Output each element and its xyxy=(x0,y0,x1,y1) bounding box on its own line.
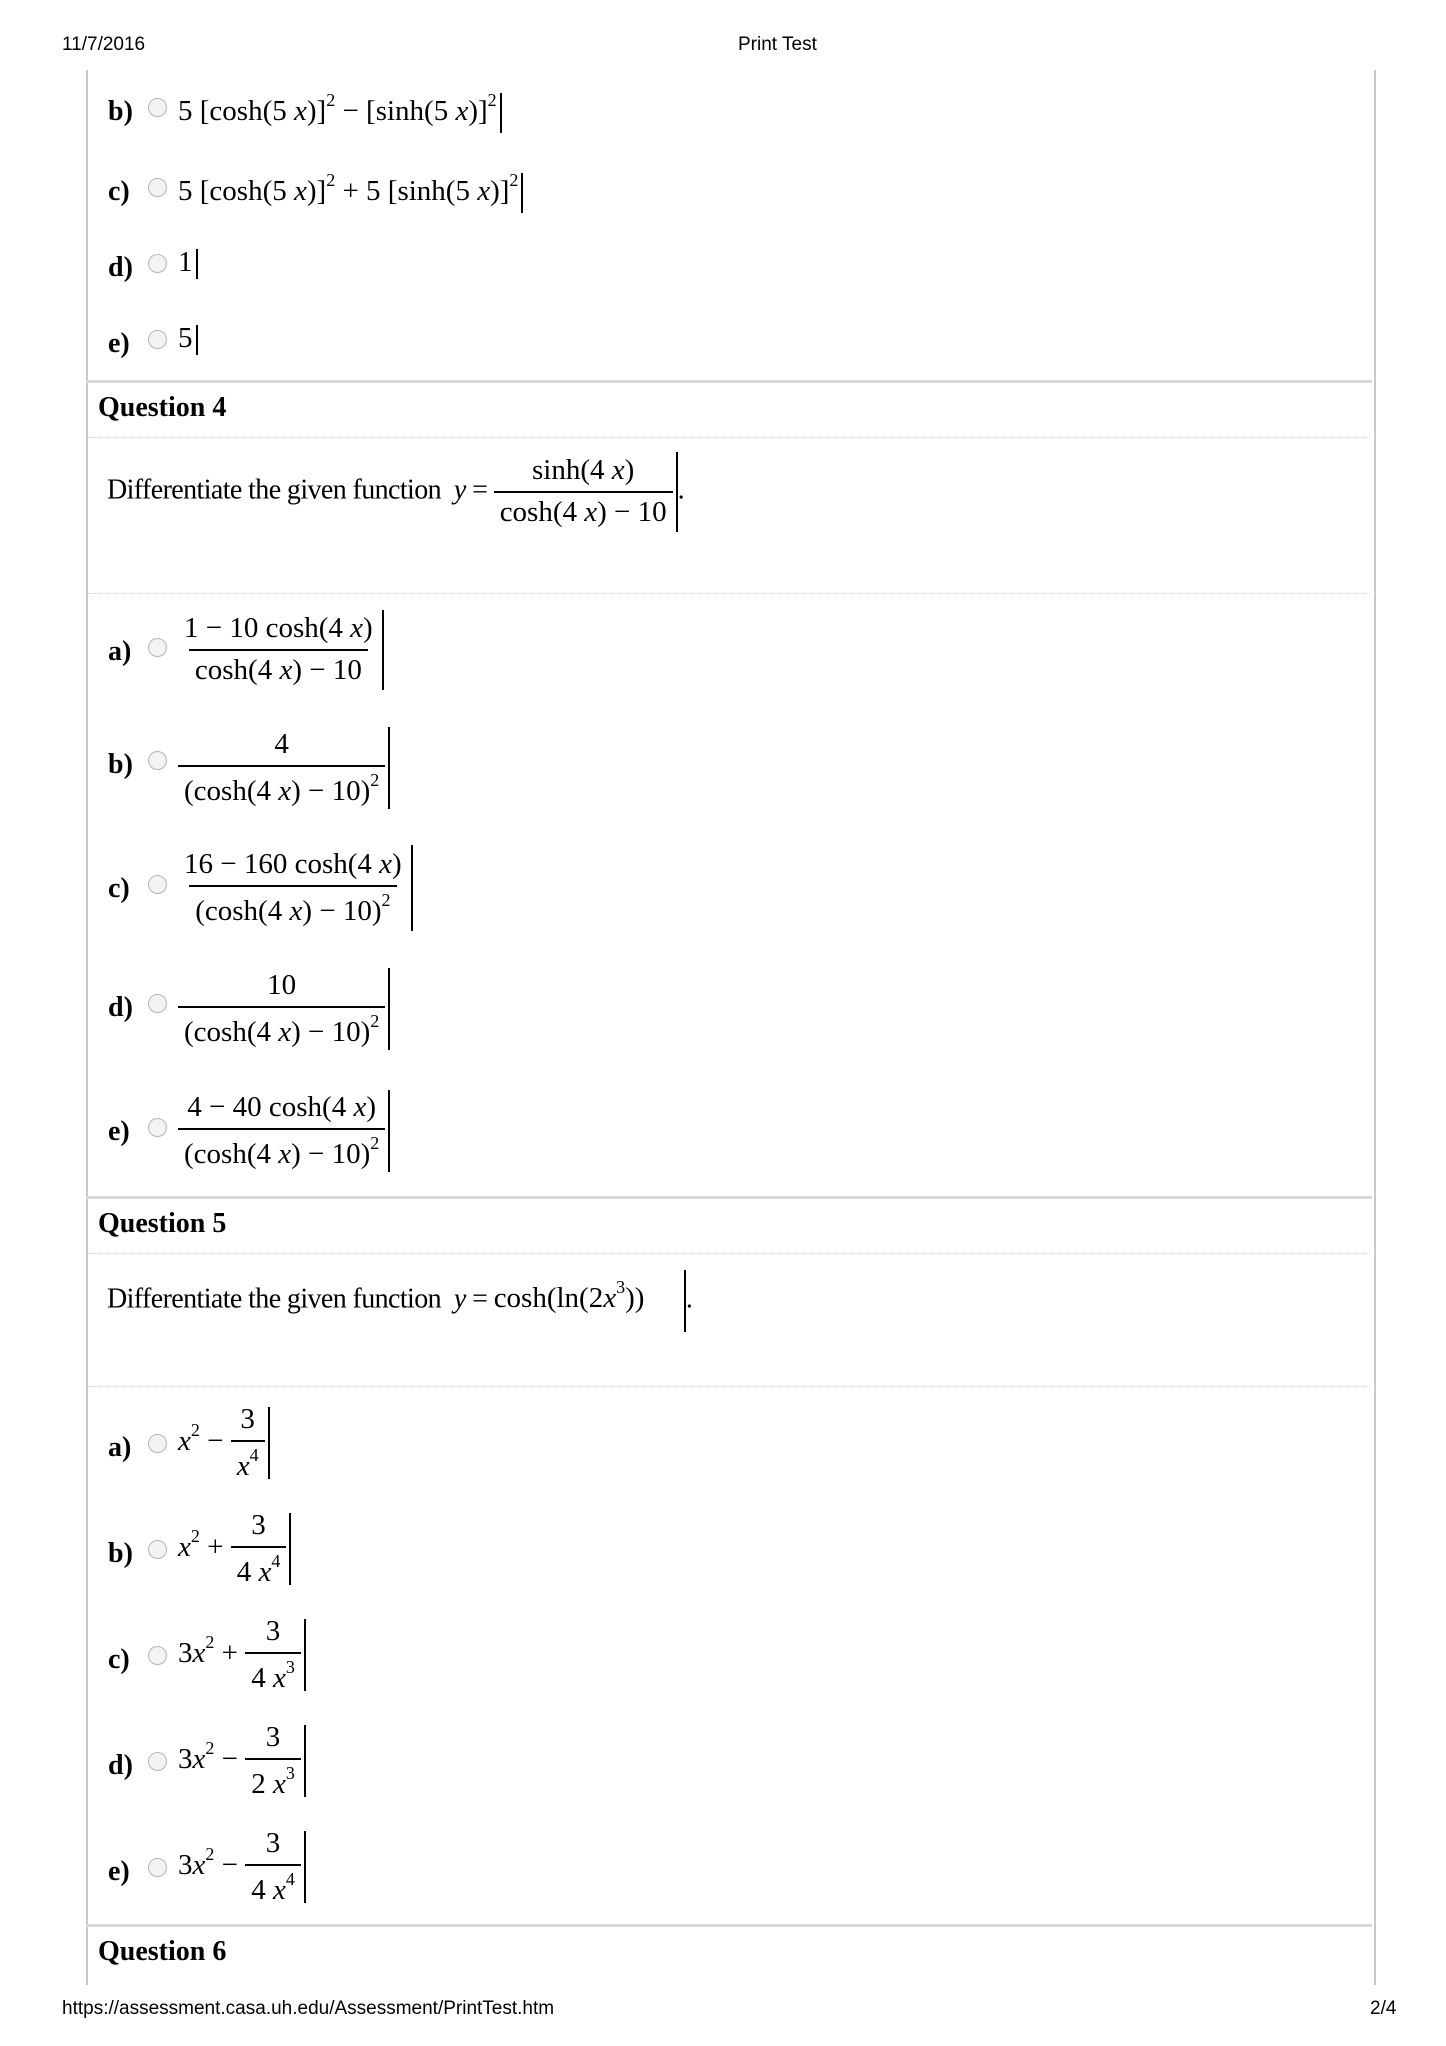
option-expression: 1 xyxy=(178,246,198,279)
option-expression: $\frac{16 - 160 \cosh(4 x)}{(\cosh(4 x) - 10)^2}$ xyxy=(178,845,413,931)
cursor-bar xyxy=(196,325,198,355)
option-expression: $3x^2$ − $\frac{3}{4 x^4}$ xyxy=(178,1828,306,1907)
cursor-bar xyxy=(289,1513,291,1585)
option-label: c) xyxy=(108,873,130,904)
option-label: a) xyxy=(108,1432,132,1463)
option-label: d) xyxy=(108,252,133,283)
radio-button[interactable] xyxy=(148,254,167,273)
print-date: 11/7/2016 xyxy=(62,34,146,55)
option-label: b) xyxy=(108,749,133,780)
option-label: c) xyxy=(108,1644,130,1675)
question-separator xyxy=(86,1196,1372,1199)
option-label: e) xyxy=(108,1856,130,1887)
option-expression: 5 [cosh(5 x)]$^2$ − [sinh(5 x)]$^2$ xyxy=(178,90,502,133)
option-expression: $\frac{4 - 40 \cosh(4 x)}{(\cosh(4 x) - 10)^2}$ xyxy=(178,1090,390,1172)
page-url: https://assessment.casa.uh.edu/Assessment/PrintTest.htm xyxy=(62,1998,555,2019)
option-label: b) xyxy=(108,1538,133,1569)
page-title: Print Test xyxy=(738,34,817,55)
cursor-bar xyxy=(411,845,413,931)
cursor-bar xyxy=(304,1619,306,1691)
radio-button[interactable] xyxy=(148,1118,167,1137)
cursor-bar xyxy=(388,1090,390,1172)
option-expression: 5 [cosh(5 x)]$^2$ + 5 [sinh(5 x)]$^2$ xyxy=(178,170,523,213)
radio-button[interactable] xyxy=(148,1646,167,1665)
option-expression: $3x^2$ − $\frac{3}{2 x^3}$ xyxy=(178,1722,306,1801)
question-5-title: Question 5 xyxy=(98,1208,227,1239)
radio-button[interactable] xyxy=(148,98,167,117)
cursor-bar xyxy=(388,727,390,809)
cursor-bar xyxy=(500,93,502,133)
radio-button[interactable] xyxy=(148,1752,167,1771)
radio-button[interactable] xyxy=(148,1434,167,1453)
option-expression: $\frac{4}{(\cosh(4 x) - 10)^2}$ xyxy=(178,727,390,809)
option-label: c) xyxy=(108,176,130,207)
option-label: e) xyxy=(108,328,130,359)
radio-button[interactable] xyxy=(148,638,167,657)
cursor-bar xyxy=(304,1831,306,1903)
radio-button[interactable] xyxy=(148,994,167,1013)
option-label: a) xyxy=(108,636,132,667)
question-separator xyxy=(86,1924,1372,1927)
option-expression: $x^2$ + $\frac{3}{4 x^4}$ xyxy=(178,1510,291,1589)
option-expression: $\frac{10}{(\cosh(4 x) - 10)^2}$ xyxy=(178,968,390,1050)
option-expression: $3x^2$ + $\frac{3}{4 x^3}$ xyxy=(178,1616,306,1695)
radio-button[interactable] xyxy=(148,330,167,349)
radio-button[interactable] xyxy=(148,1858,167,1877)
cursor-bar xyxy=(304,1725,306,1797)
radio-button[interactable] xyxy=(148,875,167,894)
cursor-bar xyxy=(388,968,390,1050)
cursor-bar xyxy=(196,249,198,279)
question-6-title: Question 6 xyxy=(98,1936,227,1967)
option-expression: $x^2$ − $\frac{3}{x^4}$ xyxy=(178,1404,270,1483)
radio-button[interactable] xyxy=(148,751,167,770)
radio-button[interactable] xyxy=(148,178,167,197)
question-5-prompt: Differentiate the given function $y = \cosh(\ln(2x^3))$ . xyxy=(107,1270,692,1332)
cursor-bar xyxy=(268,1407,270,1479)
option-label: e) xyxy=(108,1116,130,1147)
option-label: b) xyxy=(108,96,133,127)
question-4-title: Question 4 xyxy=(98,392,227,423)
option-expression: $\frac{1 - 10 \cosh(4 x)}{\cosh(4 x) - 10}$ xyxy=(178,610,384,690)
option-expression: 5 xyxy=(178,322,198,355)
cursor-bar xyxy=(382,610,384,690)
option-label: d) xyxy=(108,1750,133,1781)
question-4-prompt: Differentiate the given function y = $\frac{\sinh(4 x)}{\cosh(4 x) - 10}$ . xyxy=(107,452,684,532)
page-number: 2/4 xyxy=(1370,1998,1397,2019)
question-separator xyxy=(86,380,1372,383)
cursor-bar xyxy=(521,173,523,213)
option-label: d) xyxy=(108,992,133,1023)
radio-button[interactable] xyxy=(148,1540,167,1559)
